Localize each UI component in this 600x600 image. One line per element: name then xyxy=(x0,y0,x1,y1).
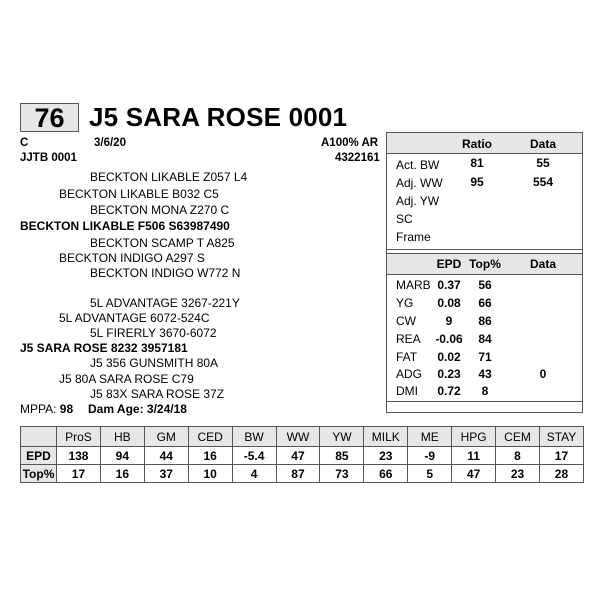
ar-status: A100% AR xyxy=(321,137,379,149)
col-header: HB xyxy=(100,427,144,447)
epd-cell: 47 xyxy=(276,447,320,465)
epd-table xyxy=(20,426,584,483)
top-cell: 16 xyxy=(100,465,144,483)
col-header: WW xyxy=(276,427,320,447)
dam-age xyxy=(88,402,187,416)
carcass-label-marb: MARB xyxy=(396,278,431,292)
carcass-epd-dmi: 0.72 xyxy=(437,384,461,398)
carcass-epd-fat: 0.02 xyxy=(437,350,461,364)
top-cell: 37 xyxy=(144,465,188,483)
epd-cell: 44 xyxy=(144,447,188,465)
top-cell: 47 xyxy=(452,465,496,483)
perf-label-bw: Act. BW xyxy=(396,158,440,172)
sire: BECKTON LIKABLE F506 S63987490 xyxy=(20,219,230,233)
col-header: CED xyxy=(188,427,232,447)
carcass-top-cw: 86 xyxy=(478,314,492,328)
perf-label-frame: Frame xyxy=(396,230,431,244)
sire-dam-dam: BECKTON INDIGO W772 N xyxy=(90,266,241,280)
animal-name: J5 SARA ROSE 0001 xyxy=(89,102,348,132)
dam-dam-dam: J5 83X SARA ROSE 37Z xyxy=(90,387,225,401)
epd-header: EPD xyxy=(436,257,462,271)
mppa xyxy=(20,402,73,416)
top-cell: 4 xyxy=(232,465,276,483)
ratio-header: Ratio xyxy=(462,137,492,151)
mppa-label: MPPA: xyxy=(20,402,57,416)
class-code: C xyxy=(20,137,29,149)
epd-cell: 138 xyxy=(57,447,101,465)
epd-cell: 8 xyxy=(496,447,540,465)
mppa-value: 98 xyxy=(59,402,74,416)
epd-cell: 11 xyxy=(452,447,496,465)
perf-data-bw: 55 xyxy=(536,156,550,170)
lot-number: 76 xyxy=(20,103,79,132)
dam-age-value: 3/24/18 xyxy=(146,402,187,416)
carcass-top-marb: 56 xyxy=(478,278,492,292)
epd-row xyxy=(21,447,584,465)
top-cell: 5 xyxy=(408,465,452,483)
carcass-epd-rea: -0.06 xyxy=(435,332,463,346)
epd-cell: -9 xyxy=(408,447,452,465)
col-header: BW xyxy=(232,427,276,447)
top-cell: 23 xyxy=(496,465,540,483)
carcass-top-fat: 71 xyxy=(478,350,492,364)
col-header: ProS xyxy=(57,427,101,447)
dam-age-label: Dam Age: xyxy=(88,402,144,416)
carcass-label-cw: CW xyxy=(396,314,416,328)
dam-sire: 5L ADVANTAGE 6072-524C xyxy=(59,311,210,325)
epd-table-header-row xyxy=(21,427,584,447)
perf-label-yw: Adj. YW xyxy=(396,194,440,208)
epd-cell: 85 xyxy=(320,447,364,465)
dam: J5 SARA ROSE 8232 3957181 xyxy=(20,341,188,355)
top-header: Top% xyxy=(469,257,501,271)
row-label: EPD xyxy=(21,447,57,465)
epd-cell: 94 xyxy=(100,447,144,465)
col-header: STAY xyxy=(539,427,583,447)
carcass-top-dmi: 8 xyxy=(481,384,489,398)
epd-cell: 23 xyxy=(364,447,408,465)
carcass-epd-cw: 9 xyxy=(445,314,453,328)
sire-sire-dam: BECKTON MONA Z270 C xyxy=(90,203,230,217)
sire-sire-sire: BECKTON LIKABLE Z057 L4 xyxy=(90,170,248,184)
carcass-top-adg: 43 xyxy=(478,367,492,381)
epd-cell: 16 xyxy=(188,447,232,465)
top-cell: 73 xyxy=(320,465,364,483)
birth-date: 3/6/20 xyxy=(94,137,126,149)
perf-label-sc: SC xyxy=(396,212,413,226)
dam-sire-sire: 5L ADVANTAGE 3267-221Y xyxy=(90,296,240,310)
carcass-label-dmi: DMI xyxy=(396,384,418,398)
dam-dam: J5 80A SARA ROSE C79 xyxy=(59,372,194,386)
top-cell: 28 xyxy=(539,465,583,483)
carcass-top-rea: 84 xyxy=(478,332,492,346)
top-cell: 66 xyxy=(364,465,408,483)
carcass-epd-marb: 0.37 xyxy=(437,278,461,292)
dam-sire-dam: 5L FIRERLY 3670-6072 xyxy=(90,326,217,340)
epd-cell: 17 xyxy=(539,447,583,465)
top-cell: 10 xyxy=(188,465,232,483)
carcass-data-adg: 0 xyxy=(539,367,547,381)
carcass-top-yg: 66 xyxy=(478,296,492,310)
col-header: YW xyxy=(320,427,364,447)
row-label: Top% xyxy=(21,465,57,483)
col-header: CEM xyxy=(496,427,540,447)
panel-divider xyxy=(387,249,582,250)
carcass-epd-adg: 0.23 xyxy=(437,367,461,381)
perf-label-ww: Adj. WW xyxy=(396,176,443,190)
sire-dam-sire: BECKTON SCAMP T A825 xyxy=(90,236,235,250)
dam-dam-sire: J5 356 GUNSMITH 80A xyxy=(90,356,219,370)
stats-panel xyxy=(386,132,583,413)
epd-table-corner xyxy=(21,427,57,447)
col-header: GM xyxy=(144,427,188,447)
carcass-label-adg: ADG xyxy=(396,367,423,381)
top-percent-row xyxy=(21,465,584,483)
top-cell: 87 xyxy=(276,465,320,483)
sire-dam: BECKTON INDIGO A297 S xyxy=(59,251,205,265)
carcass-data-header: Data xyxy=(529,257,556,271)
sire-sire: BECKTON LIKABLE B032 C5 xyxy=(59,187,219,201)
col-header: ME xyxy=(408,427,452,447)
col-header: HPG xyxy=(452,427,496,447)
col-header: MILK xyxy=(364,427,408,447)
epd-cell: -5.4 xyxy=(232,447,276,465)
perf-data-ww: 554 xyxy=(532,175,554,189)
data-header: Data xyxy=(529,137,556,151)
perf-ratio-bw: 81 xyxy=(470,156,484,170)
top-cell: 17 xyxy=(57,465,101,483)
carcass-label-rea: REA xyxy=(396,332,421,346)
carcass-label-yg: YG xyxy=(396,296,414,310)
panel-bottom-divider xyxy=(387,401,582,402)
perf-ratio-ww: 95 xyxy=(470,175,484,189)
tattoo: JJTB 0001 xyxy=(20,152,77,164)
registration-number: 4322161 xyxy=(335,152,380,164)
carcass-epd-yg: 0.08 xyxy=(437,296,461,310)
carcass-label-fat: FAT xyxy=(396,350,418,364)
